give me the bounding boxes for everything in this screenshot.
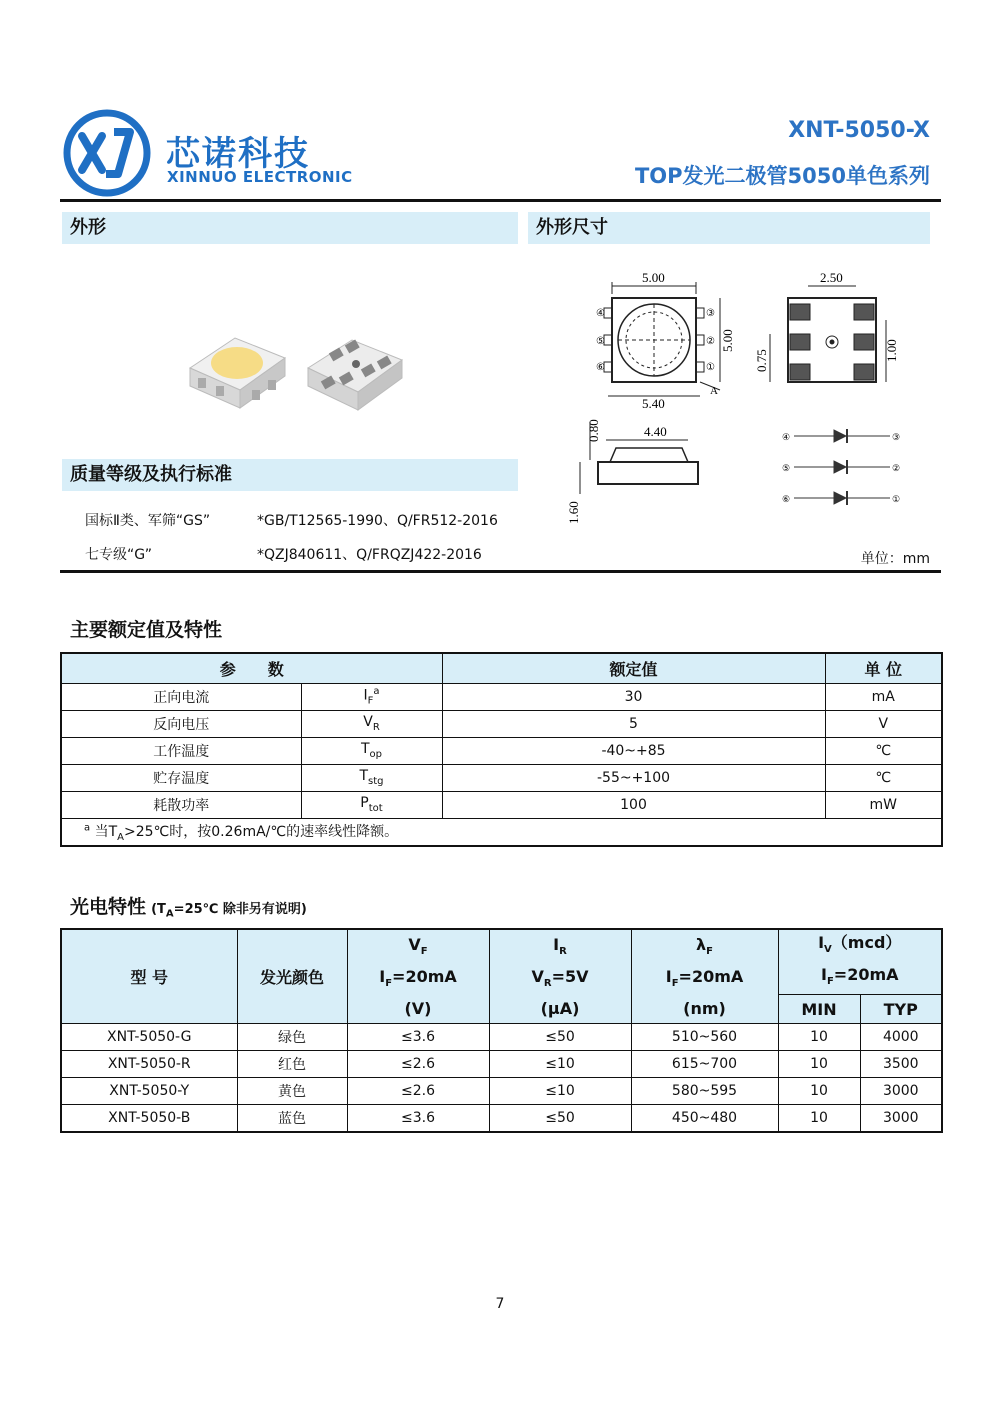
circuit-pin-3: ③ [892, 432, 901, 442]
cell-vf: ≤3.6 [347, 1024, 489, 1051]
cell-typ: 3000 [860, 1078, 942, 1105]
cell-typ: 3000 [860, 1105, 942, 1132]
brand-name-cn: 芯诺科技 [166, 134, 310, 174]
table-row [61, 1051, 942, 1078]
cell-wavelength: 510~560 [631, 1024, 778, 1051]
optical-header-ir: $I_R$ $V_R=5V$ (μA) [489, 929, 631, 1024]
rating-unit: ℃ [825, 764, 942, 791]
rating-name: 反向电压 [61, 710, 301, 737]
cell-typ: 4000 [860, 1024, 942, 1051]
cell-vf: ≤2.6 [347, 1051, 489, 1078]
optical-header-model: 型 号 [61, 929, 237, 1024]
xinnuo-logo [62, 108, 152, 198]
rating-value: 100 [442, 791, 825, 818]
cell-wavelength: 450~480 [631, 1105, 778, 1132]
cell-wavelength: 615~700 [631, 1051, 778, 1078]
circuit-pin-5: ⑤ [782, 463, 791, 473]
rating-symbol: $T_{op}$ [301, 737, 442, 764]
unit-note: 单位：mm [860, 551, 930, 567]
optical-table [60, 928, 943, 1133]
cell-color: 黄色 [237, 1078, 347, 1105]
page-number: 7 [495, 1296, 505, 1312]
rating-symbol: $I_F^a$ [301, 683, 442, 710]
rating-unit: V [825, 710, 942, 737]
optical-header-min: MIN [778, 995, 860, 1024]
pin-1: ① [706, 362, 715, 373]
series-title: TOP发光二极管5050单色系列 [634, 164, 930, 188]
pin-3: ③ [706, 308, 715, 319]
cell-min: 10 [778, 1024, 860, 1051]
dim-side-h2: 1.00 [884, 339, 899, 362]
rating-symbol: $P_{tot}$ [301, 791, 442, 818]
top-view [604, 282, 720, 396]
dim-side-width: 2.50 [820, 270, 843, 285]
table-row [61, 683, 942, 710]
rating-unit: ℃ [825, 737, 942, 764]
cell-model: XNT-5050-R [61, 1051, 237, 1078]
rating-name: 正向电流 [61, 683, 301, 710]
cell-vf: ≤2.6 [347, 1078, 489, 1105]
cell-vf: ≤3.6 [347, 1105, 489, 1132]
rating-symbol: $T_{stg}$ [301, 764, 442, 791]
cell-model: XNT-5050-B [61, 1105, 237, 1132]
rating-name: 耗散功率 [61, 791, 301, 818]
dim-top-width: 5.00 [642, 270, 665, 285]
table-row [61, 791, 942, 818]
optical-header-vf: $V_F$ $I_F=20mA$ (V) [347, 929, 489, 1024]
ratings-title: 主要额定值及特性 [70, 619, 223, 641]
table-row [61, 737, 942, 764]
side-view [770, 286, 886, 382]
cell-color: 红色 [237, 1051, 347, 1078]
rating-unit: mW [825, 791, 942, 818]
cell-ir: ≤50 [489, 1024, 631, 1051]
section-appearance: 外形 [62, 212, 518, 244]
dim-bottom-width: 5.40 [642, 396, 665, 411]
rating-name: 工作温度 [61, 737, 301, 764]
cell-min: 10 [778, 1078, 860, 1105]
ratings-table [60, 652, 943, 847]
cell-ir: ≤10 [489, 1078, 631, 1105]
optical-header-iv: $I_V(mcd)$ $I_F=20mA$ [778, 929, 942, 995]
cell-ir: ≤50 [489, 1105, 631, 1132]
ratings-header-value: 额定值 [442, 653, 825, 683]
pin-4: ④ [596, 308, 605, 319]
cell-ir: ≤10 [489, 1051, 631, 1078]
table-row [61, 1105, 942, 1132]
circuit-pin-1: ① [892, 494, 901, 504]
ratings-footnote: $^a$ 当$T_A>25℃$时，按0.26mA/℃的速率线性降额。 [61, 818, 942, 846]
circuit-pin-6: ⑥ [782, 494, 791, 504]
rating-unit: mA [825, 683, 942, 710]
section-quality: 质量等级及执行标准 [62, 459, 518, 491]
section-dimensions: 外形尺寸 [528, 212, 930, 244]
cell-min: 10 [778, 1105, 860, 1132]
table-row [61, 1078, 942, 1105]
rating-value: -40~+85 [442, 737, 825, 764]
rating-symbol: $V_R$ [301, 710, 442, 737]
pin-2: ② [706, 336, 715, 347]
optical-title: 光电特性 ($T_A=25℃$ 除非另有说明) [70, 896, 307, 920]
dim-side-h1: 0.75 [754, 349, 769, 372]
rating-value: -55~+100 [442, 764, 825, 791]
dimension-drawing [560, 262, 940, 532]
ratings-header-unit: 单 位 [825, 653, 942, 683]
cell-model: XNT-5050-Y [61, 1078, 237, 1105]
ratings-header-param: 参 数 [61, 653, 442, 683]
cell-min: 10 [778, 1051, 860, 1078]
cell-wavelength: 580~595 [631, 1078, 778, 1105]
circuit-pin-2: ② [892, 463, 901, 473]
dim-front-thickness: 0.80 [586, 419, 601, 442]
dim-front-height: 1.60 [566, 501, 581, 524]
rating-name: 贮存温度 [61, 764, 301, 791]
cell-model: XNT-5050-G [61, 1024, 237, 1051]
quality-grade-1: 国标Ⅱ类、军筛“GS” [85, 513, 211, 529]
cell-color: 绿色 [237, 1024, 347, 1051]
pin-5: ⑤ [596, 336, 605, 347]
rating-value: 30 [442, 683, 825, 710]
model-title: XNT-5050-X [788, 118, 930, 143]
table-row [61, 710, 942, 737]
pin-6: ⑥ [596, 362, 605, 373]
led-product-photo [180, 318, 420, 428]
circuit-pin-4: ④ [782, 432, 791, 442]
optical-header-wavelength: $\lambda_F$ $I_F=20mA$ (nm) [631, 929, 778, 1024]
optical-header-color: 发光颜色 [237, 929, 347, 1024]
cell-typ: 3500 [860, 1051, 942, 1078]
table-row [61, 764, 942, 791]
header-divider [60, 199, 941, 202]
cell-color: 蓝色 [237, 1105, 347, 1132]
section-divider [60, 570, 941, 573]
quality-standard-2: *QZJ840611、Q/FRQZJ422-2016 [257, 547, 482, 563]
brand-name-en: XINNUO ELECTRONIC [167, 168, 353, 186]
dim-top-height: 5.00 [720, 329, 735, 352]
table-row [61, 1024, 942, 1051]
label-a: A [710, 385, 718, 397]
quality-standard-1: *GB/T12565-1990、Q/FR512-2016 [257, 513, 498, 529]
rating-value: 5 [442, 710, 825, 737]
circuit-diagram [794, 429, 890, 505]
dim-front-width: 4.40 [644, 424, 667, 439]
optical-header-typ: TYP [860, 995, 942, 1024]
quality-grade-2: 七专级“G” [85, 547, 153, 563]
